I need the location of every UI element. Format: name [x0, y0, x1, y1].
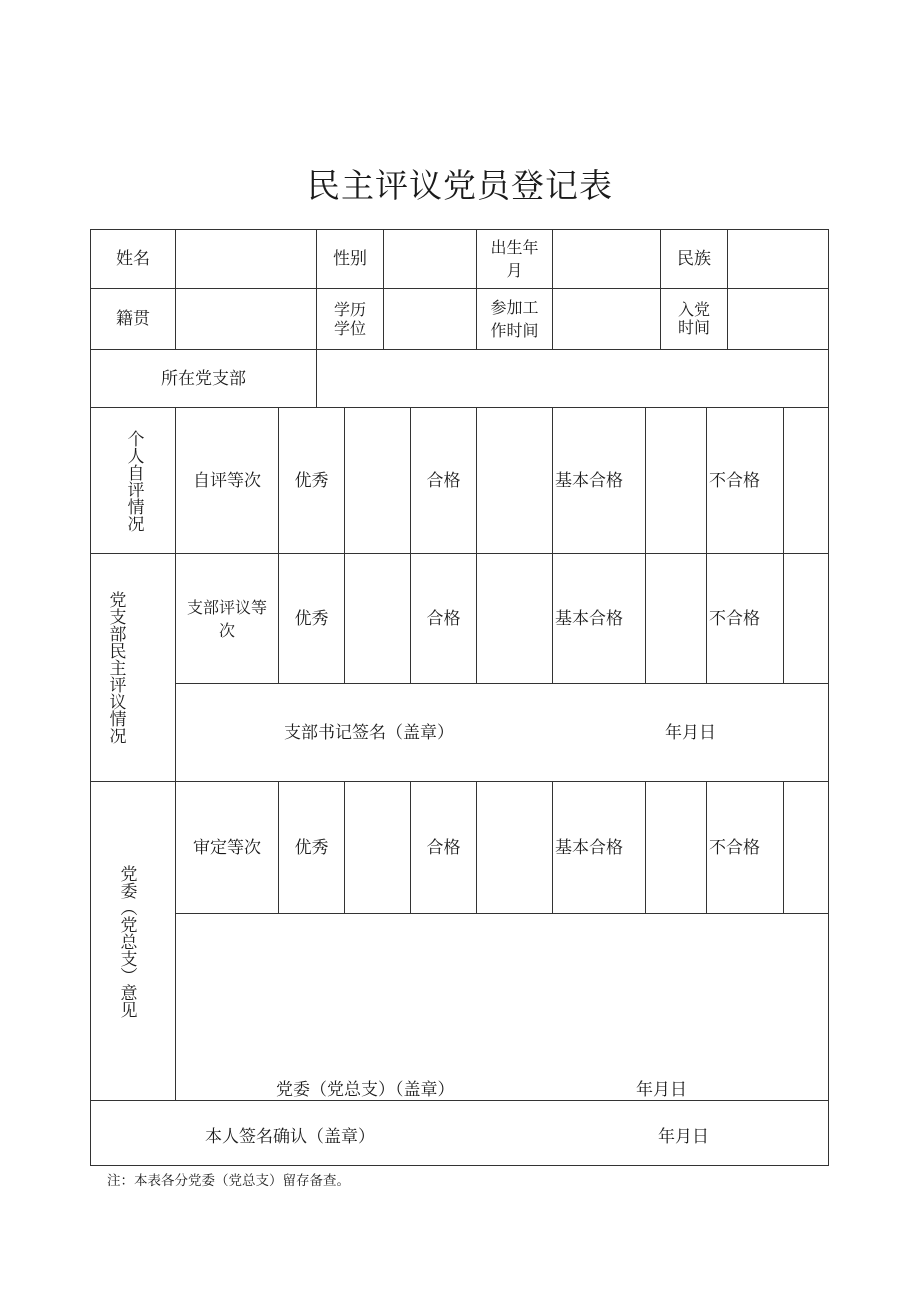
party-branch-label: 所在党支部 — [161, 368, 246, 389]
committee-grade-unqualified-label: 不合格 — [709, 837, 760, 858]
branch-eval-section-label: 党支部民主评议情况 — [105, 591, 126, 744]
self-grade-unqualified-label: 不合格 — [709, 470, 760, 491]
committee-grade-qualified-box[interactable] — [477, 782, 552, 913]
self-grade-excellent-label: 优秀 — [294, 470, 329, 491]
party-join-field[interactable] — [728, 289, 828, 349]
branch-grade-excellent-box[interactable] — [345, 554, 410, 683]
committee-grade-label: 审定等次 — [193, 837, 261, 858]
ethnicity-field[interactable] — [728, 230, 828, 288]
committee-grade-excellent-box[interactable] — [345, 782, 410, 913]
branch-grade-qualified-box[interactable] — [477, 554, 552, 683]
committee-seal-label: 党委（党总支）（盖章） — [276, 1080, 455, 1100]
branch-grade-qualified-label: 合格 — [426, 608, 461, 629]
self-grade-qualified-box[interactable] — [477, 408, 552, 553]
work-start-label: 参加工作时间 — [490, 298, 539, 340]
branch-grade-excellent-label: 优秀 — [294, 608, 329, 629]
self-confirm-signature-label: 本人签名确认（盖章） — [205, 1127, 375, 1147]
self-grade-basic-label: 基本合格 — [555, 470, 623, 491]
table-border-right — [828, 229, 829, 1166]
branch-signature-date-label: 年月日 — [665, 722, 716, 743]
committee-date-label: 年月日 — [636, 1080, 687, 1100]
native-place-field[interactable] — [176, 289, 316, 349]
footnote: 注：本表各分党委（党总支）留存备查。 — [107, 1173, 350, 1189]
education-label: 学历学位 — [333, 300, 366, 338]
branch-grade-unqualified-box[interactable] — [784, 554, 828, 683]
birth-date-label: 出生年月 — [490, 238, 539, 280]
self-confirm-area[interactable] — [91, 1101, 828, 1165]
self-grade-unqualified-box[interactable] — [784, 408, 828, 553]
native-place-label: 籍贯 — [116, 309, 150, 329]
self-grade-qualified-label: 合格 — [426, 470, 461, 491]
branch-signature-area[interactable] — [176, 684, 828, 781]
name-field[interactable] — [176, 230, 316, 288]
committee-opinion-area[interactable] — [176, 914, 828, 1100]
self-grade-basic-box[interactable] — [646, 408, 706, 553]
branch-eval-grade-label: 支部评议等次 — [186, 597, 267, 640]
work-start-field[interactable] — [553, 289, 660, 349]
branch-grade-basic-box[interactable] — [646, 554, 706, 683]
self-eval-section-label: 个人自评情况 — [123, 429, 144, 532]
party-join-label: 入党时间 — [677, 300, 710, 337]
committee-section-label: 党委（党总支）意见 — [116, 864, 137, 1018]
branch-secretary-signature-label: 支部书记签名（盖章） — [284, 722, 454, 743]
name-label: 姓名 — [116, 249, 150, 269]
branch-grade-basic-label: 基本合格 — [555, 608, 623, 629]
committee-grade-unqualified-box[interactable] — [784, 782, 828, 913]
party-branch-field[interactable] — [317, 350, 828, 407]
branch-grade-unqualified-label: 不合格 — [709, 608, 760, 629]
gender-field[interactable] — [384, 230, 476, 288]
form-title: 民主评议党员登记表 — [307, 166, 613, 205]
self-confirm-date-label: 年月日 — [658, 1127, 709, 1147]
committee-grade-qualified-label: 合格 — [426, 837, 461, 858]
committee-grade-basic-box[interactable] — [646, 782, 706, 913]
ethnicity-label: 民族 — [677, 249, 711, 269]
committee-grade-excellent-label: 优秀 — [294, 837, 329, 858]
self-eval-grade-label: 自评等次 — [193, 470, 261, 491]
gender-label: 性别 — [333, 249, 367, 269]
committee-grade-basic-label: 基本合格 — [555, 837, 623, 858]
self-grade-excellent-box[interactable] — [345, 408, 410, 553]
birth-date-field[interactable] — [553, 230, 660, 288]
table-border-bottom — [90, 1165, 829, 1166]
education-field[interactable] — [384, 289, 476, 349]
